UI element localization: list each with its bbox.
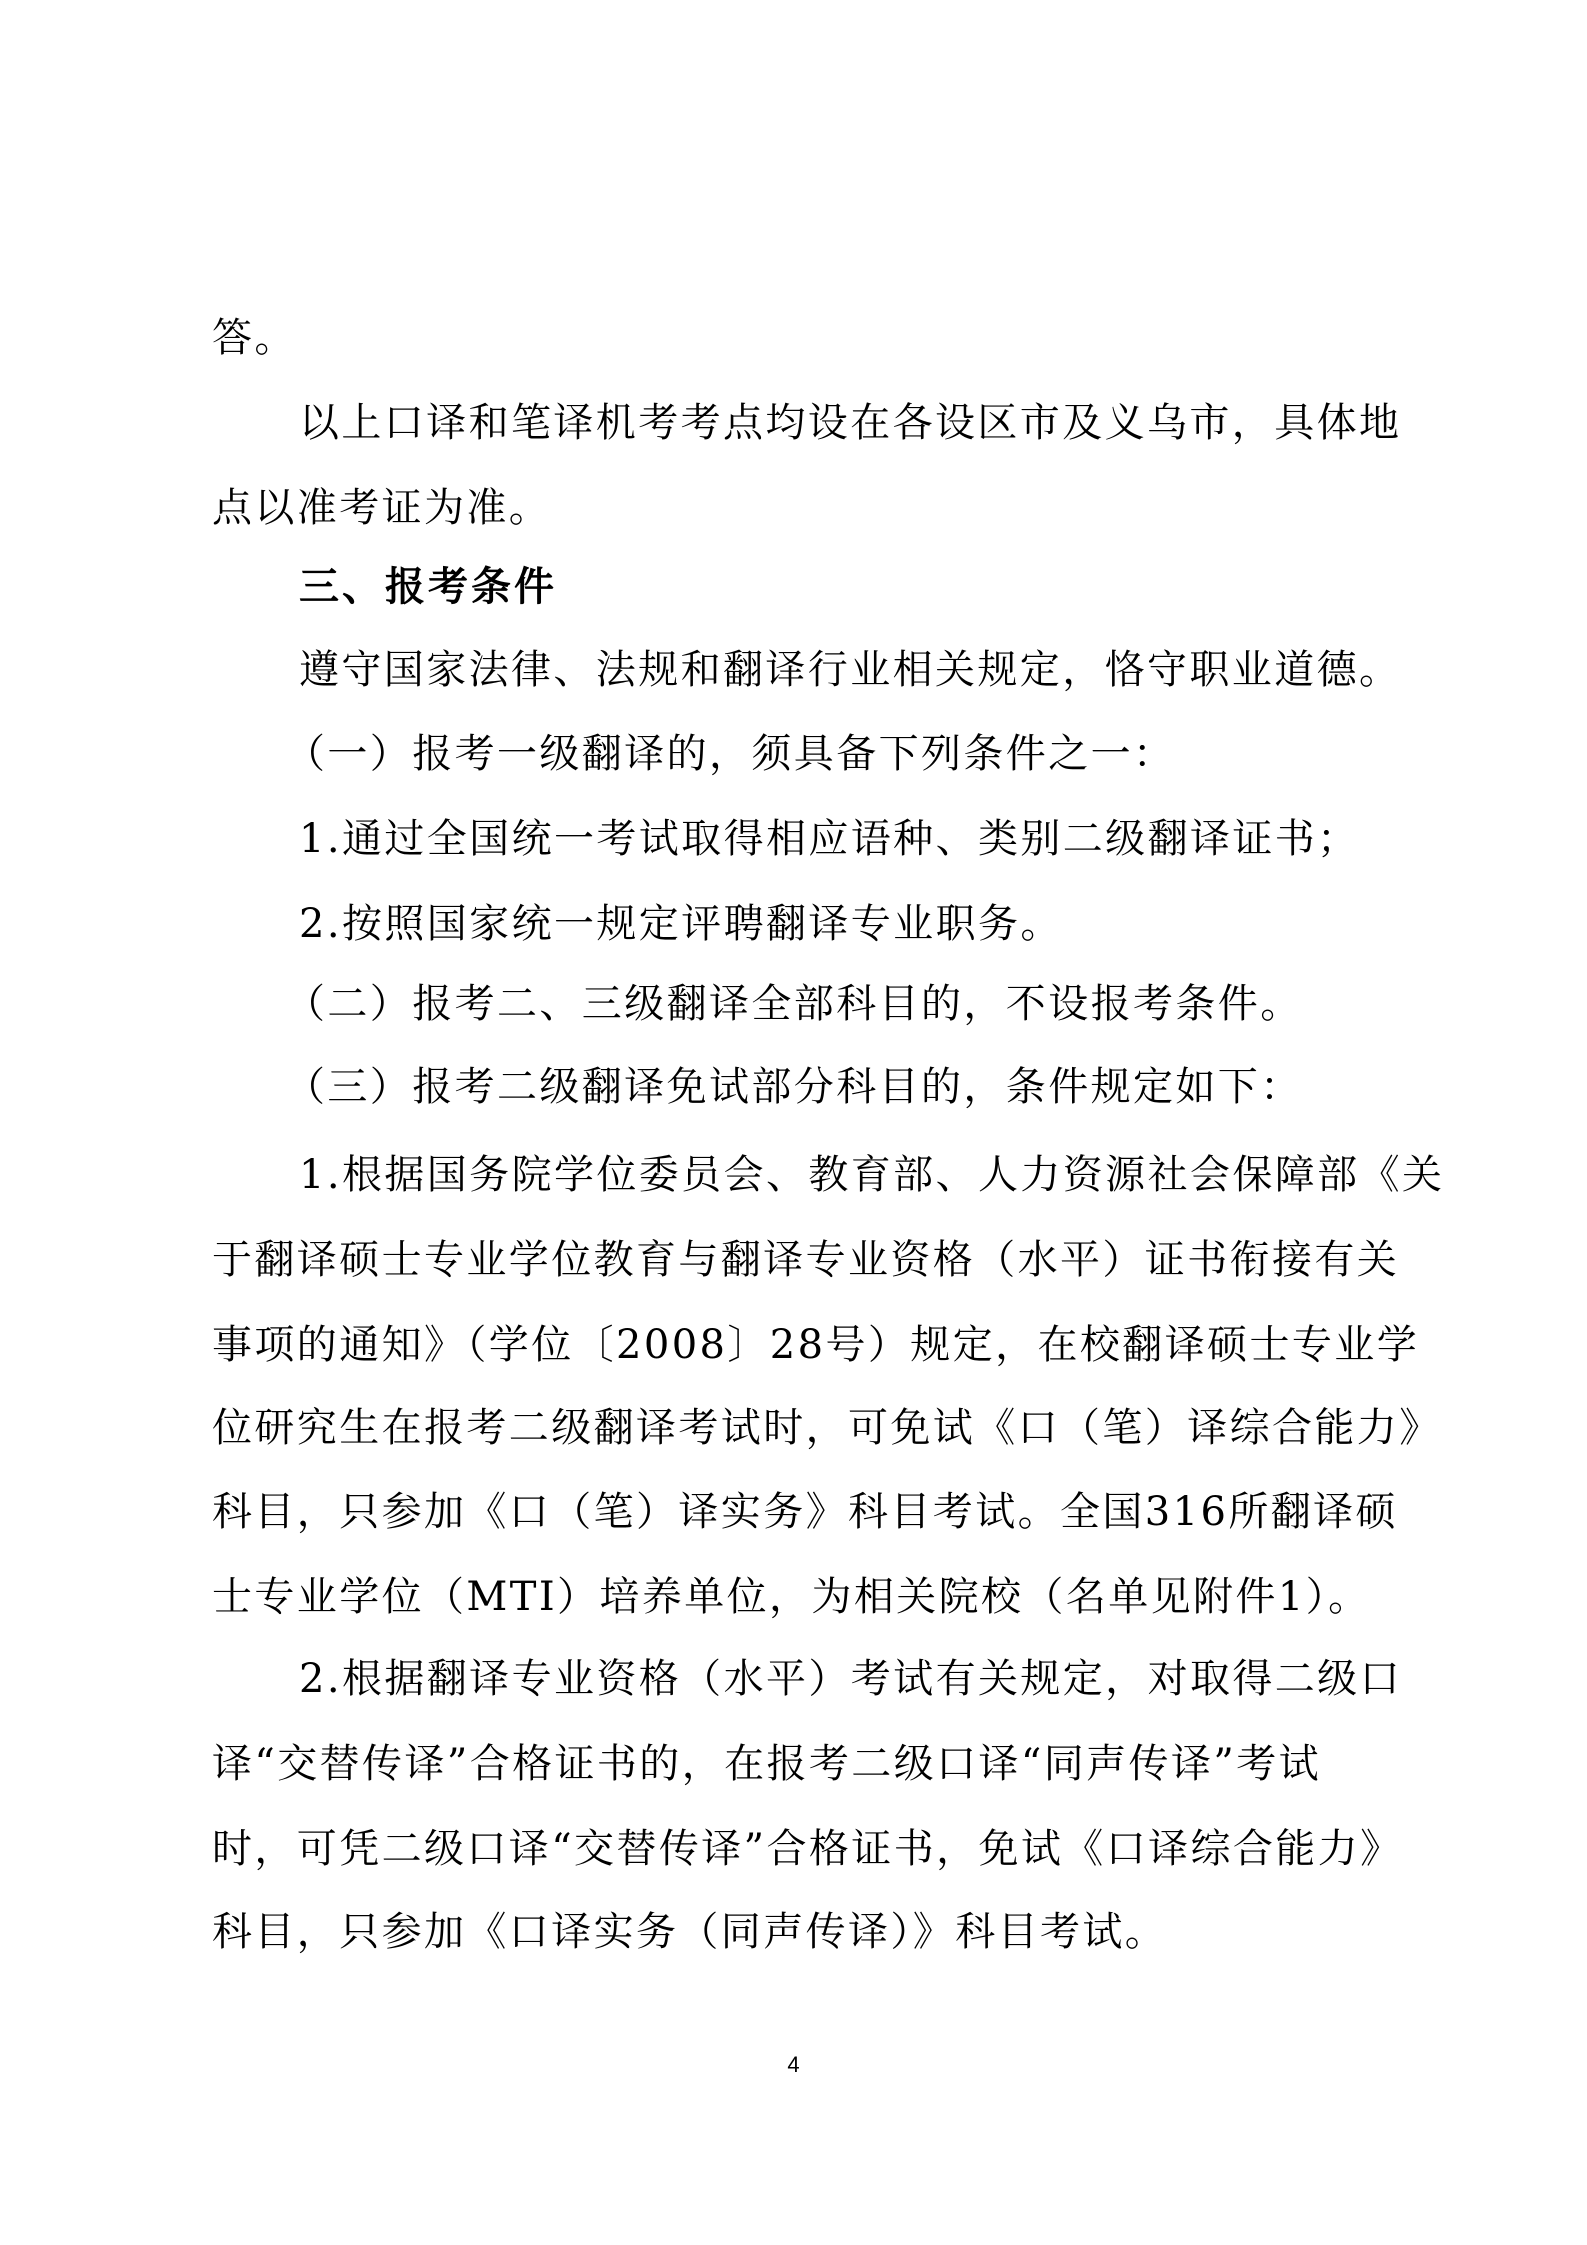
section-heading: 三、报考条件 [299, 564, 557, 610]
text-line-19: 时，可凭二级口译“交替传译”合格证书，免试《口译综合能力》 [212, 1826, 1403, 1872]
text-line-12: 于翻译硕士专业学位教育与翻译专业资格（水平）证书衔接有关 [212, 1237, 1400, 1283]
text-line-16: 士专业学位（MTI）培养单位，为相关院校（名单见附件1）。 [212, 1574, 1371, 1620]
text-line-20: 科目，只参加《口译实务（同声传译）》科目考试。 [212, 1909, 1168, 1955]
text-line-13: 事项的通知》（学位〔2008〕28号）规定，在校翻译硕士专业学 [212, 1322, 1420, 1368]
text-line-3: 点以准考证为准。 [212, 485, 552, 531]
text-line-10: （三）报考二级翻译免试部分科目的，条件规定如下： [285, 1064, 1303, 1110]
text-line-2: 以上口译和笔译机考考点均设在各设区市及义乌市，具体地 [299, 400, 1402, 446]
text-line-6: （一）报考一级翻译的，须具备下列条件之一： [285, 731, 1176, 777]
text-line-1: 答。 [212, 315, 297, 361]
text-line-14: 位研究生在报考二级翻译考试时，可免试《口（笔）译综合能力》 [212, 1405, 1442, 1451]
text-line-18: 译“交替传译”合格证书的，在报考二级口译“同声传译”考试 [212, 1741, 1321, 1787]
text-line-7: 1.通过全国统一考试取得相应语种、类别二级翻译证书； [299, 816, 1360, 862]
text-line-15: 科目，只参加《口（笔）译实务》科目考试。全国316所翻译硕 [212, 1489, 1398, 1535]
text-line-8: 2.按照国家统一规定评聘翻译专业职务。 [299, 901, 1063, 947]
text-line-5: 遵守国家法律、法规和翻译行业相关规定，恪守职业道德。 [299, 647, 1402, 693]
text-line-17: 2.根据翻译专业资格（水平）考试有关规定，对取得二级口 [299, 1656, 1402, 1702]
text-line-11: 1.根据国务院学位委员会、教育部、人力资源社会保障部《关 [299, 1152, 1445, 1198]
page-number: 4 [787, 2052, 800, 2077]
text-line-9: （二）报考二、三级翻译全部科目的，不设报考条件。 [285, 981, 1303, 1027]
